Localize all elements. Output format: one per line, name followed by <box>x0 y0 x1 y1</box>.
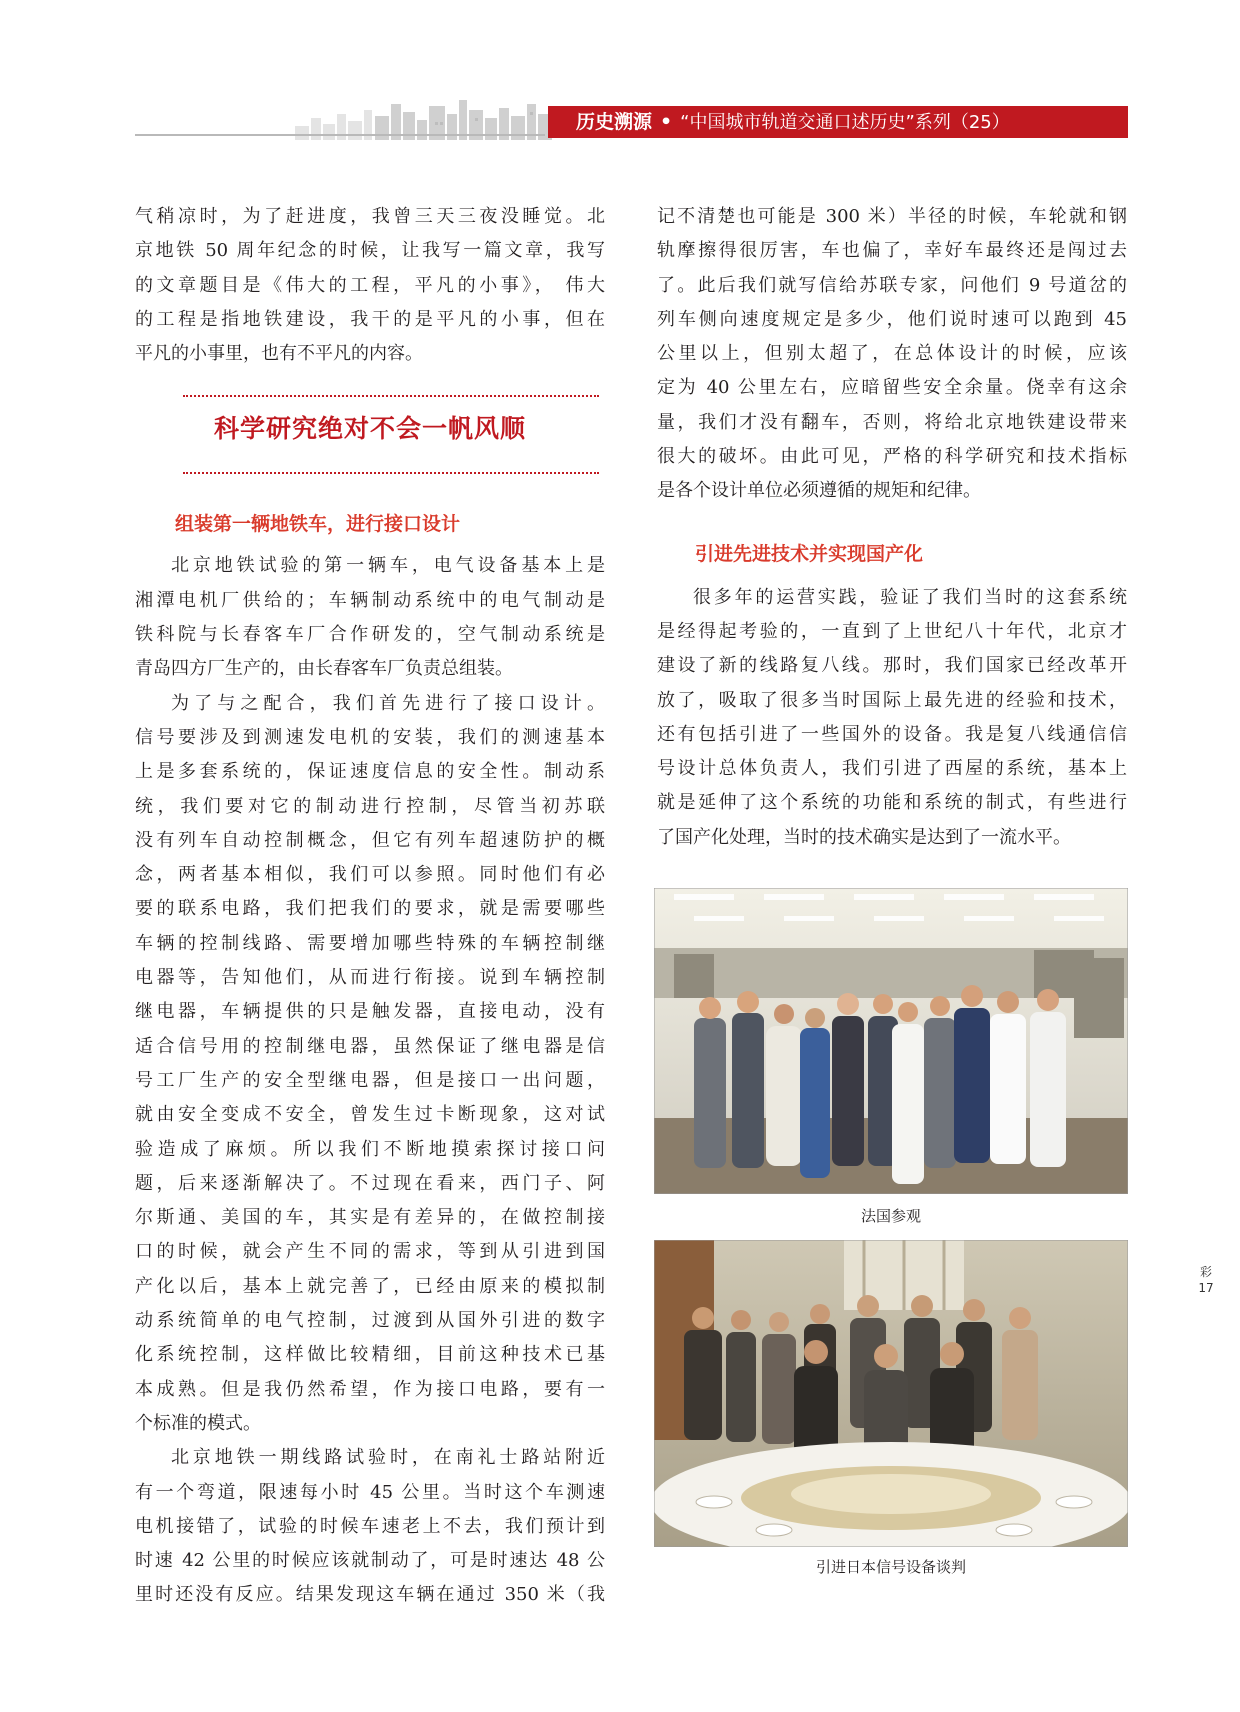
photo-france-visit <box>654 888 1128 1194</box>
text-line: 有一个弯道，限速每小时 45 公里。当时这个车测速 <box>135 1481 605 1503</box>
text-line: 个标准的模式。 <box>135 1412 261 1434</box>
text-line: 北京地铁一期线路试验时，在南礼士路站附近 <box>171 1447 605 1469</box>
text-line: 很大的破坏。由此可见，严格的科学研究和技术指标 <box>657 446 1127 468</box>
text-line: 北京地铁试验的第一辆车，电气设备基本上是 <box>171 555 605 577</box>
text-line: 为了与之配合，我们首先进行了接口设计。 <box>171 692 605 714</box>
page-number-label <box>1194 1264 1218 1296</box>
paragraph <box>135 1441 605 1612</box>
photo-negotiation-banquet <box>654 1240 1128 1547</box>
text-line: 是经得起考验的，一直到了上世纪八十年代，北京才 <box>657 620 1127 642</box>
header-section: 历史溯源 <box>576 111 653 133</box>
left-column <box>135 200 605 1613</box>
text-line: 适合信号用的控制继电器，虽然保证了继电器是信 <box>135 1035 605 1057</box>
text-line: 没有列车自动控制概念，但它有列车超速防护的概 <box>135 829 605 851</box>
photo-caption: 法国参观 <box>860 1207 921 1225</box>
text-line: 很多年的运营实践，验证了我们当时的这套系统 <box>693 586 1127 608</box>
text-line: 尔斯通、美国的车，其实是有差异的，在做控制接 <box>135 1207 605 1229</box>
paragraph <box>657 581 1127 855</box>
subheading: 组装第一辆地铁车，进行接口设计 <box>175 513 461 536</box>
text-line: 动系统简单的电气控制，过渡到从国外引进的数字 <box>135 1310 605 1332</box>
text-line: 统，我们要对它的制动进行控制，尽管当初苏联 <box>135 795 605 817</box>
side-label-char: 彩 <box>1199 1265 1212 1279</box>
right-column <box>657 200 1127 855</box>
text-line: 平凡的小事里，也有不平凡的内容。 <box>135 343 423 365</box>
text-line: 还有包括引进了一些国外的设备。我是复八线通信信 <box>657 723 1127 745</box>
header-series: “中国城市轨道交通口述历史”系列（25） <box>680 112 1010 133</box>
paragraph <box>135 549 605 686</box>
text-line: 了。此后我们就写信给苏联专家，问他们 9 号道岔的 <box>657 274 1127 296</box>
text-line: 题，后来逐渐解决了。不过现在看来，西门子、阿 <box>135 1172 605 1194</box>
text-line: 口的时候，就会产生不同的需求，等到从引进到国 <box>135 1241 605 1263</box>
text-line: 继电器，车辆提供的只是触发器，直接电动，没有 <box>135 1001 605 1023</box>
continuation-paragraph <box>657 200 1127 509</box>
text-line: 列车侧向速度规定是多少，他们说时速可以跑到 45 <box>657 308 1127 330</box>
header-banner <box>548 106 1128 138</box>
text-line: 信号要涉及到测速发电机的安装，我们的测速基本 <box>135 726 605 748</box>
text-line: 京地铁 50 周年纪念的时候，让我写一篇文章，我写 <box>135 240 605 262</box>
photo-caption: 引进日本信号设备谈判 <box>815 1558 966 1576</box>
dotted-divider-top <box>183 395 599 397</box>
side-label-number: 17 <box>1198 1281 1214 1295</box>
text-line: 青岛四方厂生产的，由长春客车厂负责总组装。 <box>135 658 513 680</box>
text-line: 电机接错了，试验的时候车速老上不去，我们预计到 <box>135 1515 605 1537</box>
text-line: 就是延伸了这个系统的功能和系统的制式，有些进行 <box>657 792 1127 814</box>
text-line: 化系统控制，这样做比较精细，目前这种技术已基 <box>135 1344 605 1366</box>
text-line: 念，两者基本相似，我们可以参照。同时他们有必 <box>135 864 605 886</box>
text-line: 车辆的控制线路、需要增加哪些特殊的车辆控制继 <box>135 932 605 954</box>
header-rule <box>135 134 545 136</box>
section-heading-block <box>135 393 605 509</box>
text-line: 放了，吸取了很多当时国际上最先进的经验和技术， <box>657 689 1127 711</box>
text-line: 验造成了麻烦。所以我们不断地摸索探讨接口问 <box>135 1138 605 1160</box>
paragraph <box>135 687 605 1442</box>
text-line: 记不清楚也可能是 300 米）半径的时候，车轮就和钢 <box>657 206 1127 227</box>
text-line: 的工程是指地铁建设，我干的是平凡的小事，但在 <box>135 308 605 330</box>
text-line: 号设计总体负责人，我们引进了西屋的系统，基本上 <box>657 758 1127 780</box>
text-line: 号工厂生产的安全型继电器，但是接口一出问题， <box>135 1069 605 1091</box>
text-line: 时速 42 公里的时候应该就制动了，可是时速达 48 公 <box>135 1550 605 1572</box>
text-line: 的文章题目是《伟大的工程，平凡的小事》， 伟大 <box>135 274 605 296</box>
text-line: 就由安全变成不安全，曾发生过卡断现象，这对试 <box>135 1104 605 1126</box>
text-line: 轨摩擦得很厉害，车也偏了，幸好车最终还是闯过去 <box>657 240 1127 262</box>
dotted-divider-bottom <box>183 472 599 474</box>
text-line: 电器等，告知他们，从而进行衔接。说到车辆控制 <box>135 967 605 989</box>
text-line: 公里以上，但别太超了，在总体设计的时候，应该 <box>657 343 1127 365</box>
text-line: 是各个设计单位必须遵循的规矩和纪律。 <box>657 480 981 502</box>
text-line: 量，我们才没有翻车，否则，将给北京地铁建设带来 <box>657 411 1127 433</box>
section-title: 科学研究绝对不会一帆风顺 <box>213 414 526 444</box>
text-line: 要的联系电路，我们把我们的要求，就是需要哪些 <box>135 898 605 920</box>
text-line: 湘潭电机厂供给的；车辆制动系统中的电气制动是 <box>135 589 605 611</box>
text-line: 建设了新的线路复八线。那时，我们国家已经改革开 <box>657 655 1127 677</box>
text-line: 了国产化处理，当时的技术确实是达到了一流水平。 <box>657 826 1071 848</box>
text-line: 定为 40 公里左右，应暗留些安全余量。侥幸有这余 <box>657 377 1127 399</box>
text-line: 铁科院与长春客车厂合作研发的，空气制动系统是 <box>135 624 605 646</box>
subheading: 引进先进技术并实现国产化 <box>695 542 924 565</box>
text-line: 里时还没有反应。结果发现这车辆在通过 350 米（我 <box>135 1584 605 1606</box>
text-line: 上是多套系统的，保证速度信息的安全性。制动系 <box>135 761 605 783</box>
intro-paragraph <box>135 200 605 371</box>
text-line: 气稍凉时，为了赶进度，我曾三天三夜没睡觉。北 <box>135 206 605 227</box>
text-line: 产化以后，基本上就完善了，已经由原来的模拟制 <box>135 1275 605 1297</box>
header-separator: • <box>660 111 673 133</box>
text-line: 本成熟。但是我仍然希望，作为接口电路，要有一 <box>135 1378 605 1400</box>
